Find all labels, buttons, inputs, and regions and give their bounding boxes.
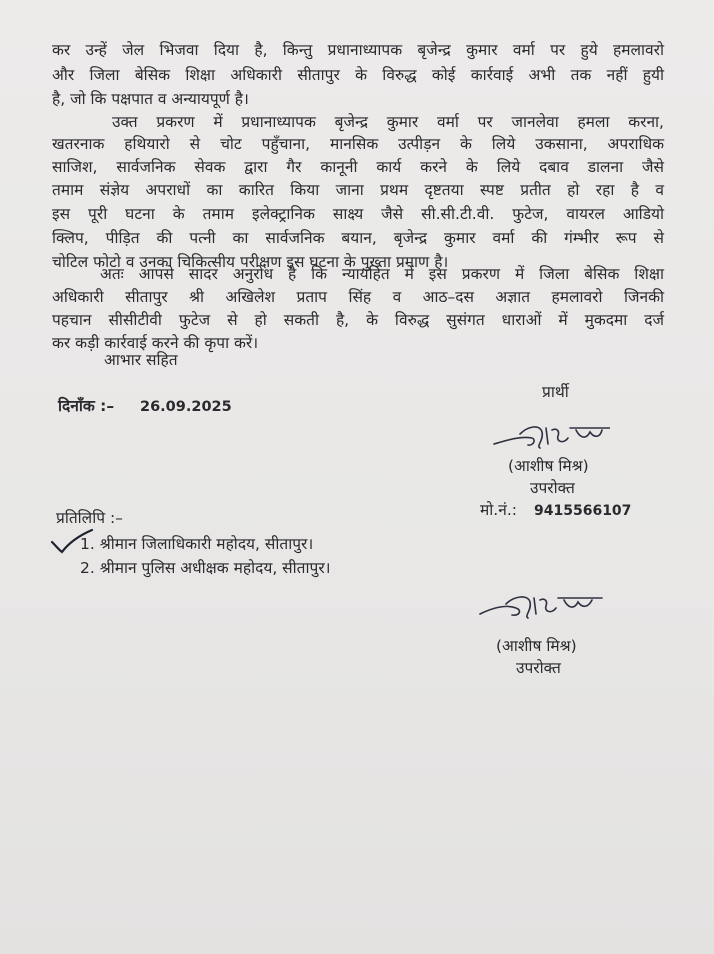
- text-line: क्लिप, पीड़ित की पत्नी का सार्वजनिक बयान, बृजेन्द्र कुमार वर्मा की गंम्भीर रूप से: [52, 229, 664, 247]
- applicant-mobile: 9415566107: [534, 503, 632, 519]
- text-line: है, जो कि पक्षपात व अन्यायपूर्ण है।: [52, 90, 249, 108]
- text-line: कर उन्हें जेल भिजवा दिया है, किन्तु प्रधानाध्यापक बृजेन्द्र कुमार वर्मा पर हुये हमलावरो: [52, 41, 664, 59]
- applicant-designation: उपरोक्त: [530, 479, 575, 497]
- date-value: 26.09.2025: [140, 399, 232, 415]
- paragraph-1: [52, 40, 664, 110]
- paragraph-2: [52, 112, 664, 271]
- text-line: कर कड़ी कार्रवाई करने की कृपा करें।: [52, 334, 259, 352]
- second-signature: [476, 590, 606, 624]
- copy-to-item-2: 2. श्रीमान पुलिस अधीक्षक महोदय, सीतापुर।: [80, 559, 331, 577]
- paragraph-3: [52, 264, 664, 356]
- copy-to-item-1: 1. श्रीमान जिलाधिकारी महोदय, सीतापुर।: [80, 535, 314, 553]
- text-line: तमाम संज्ञेय अपराधों का कारित किया जाना प्रथम दृष्टतया स्पष्ट प्रतीत हो रहा है व: [52, 181, 664, 199]
- applicant-name: (आशीष मिश्र): [508, 457, 589, 475]
- applicant-mobile-label: मो.नं.:: [480, 501, 517, 519]
- text-line: चोटिल फोटो व उनका चिकित्सीय परीक्षण इस घटना के पुख्ता प्रमाण है।: [52, 253, 449, 271]
- copy-to-heading: प्रतिलिपि :–: [56, 509, 123, 527]
- text-line: इस पूरी घटना के तमाम इलेक्ट्रानिक साक्ष्य जैसे सी.सी.टी.वी. फुटेज, वायरल आडियो: [52, 205, 664, 223]
- text-line: अधिकारी सीतापुर श्री अखिलेश प्रताप सिंह व आठ–दस अज्ञात हमलावरो जिनकी: [52, 288, 664, 306]
- text-line: पहचान सीसीटीवी फुटेज से हो सकती है, के विरुद्ध सुसंगत धाराओं में मुकदमा दर्ज: [52, 311, 664, 329]
- second-signature-name: (आशीष मिश्र): [496, 637, 577, 655]
- text-line: और जिला बेसिक शिक्षा अधिकारी सीतापुर के विरुद्ध कोई कार्रवाई अभी तक नहीं हुयी: [52, 66, 664, 84]
- applicant-signature: [490, 418, 610, 454]
- closing-text: आभार सहित: [104, 351, 178, 369]
- text-line: अतः आपसे सादर अनुरोध है कि न्यायहित में इस प्रकरण में जिला बेसिक शिक्षा: [100, 265, 664, 283]
- applicant-title: प्रार्थी: [542, 383, 569, 401]
- text-line: साजिश, सार्वजनिक सेवक द्वारा गैर कानूनी कार्य करने के लिये दबाव डालना जैसे: [52, 158, 664, 176]
- text-line: खतरनाक हथियारो से चोट पहुँचाना, मानसिक उत्पीड़न के लिये उकसाना, अपराधिक: [52, 135, 664, 153]
- text-line: उक्त प्रकरण में प्रधानाध्यापक बृजेन्द्र कुमार वर्मा पर जानलेवा हमला करना,: [112, 113, 664, 131]
- second-signature-designation: उपरोक्त: [516, 659, 561, 677]
- date-label: दिनाँक :–: [58, 397, 115, 415]
